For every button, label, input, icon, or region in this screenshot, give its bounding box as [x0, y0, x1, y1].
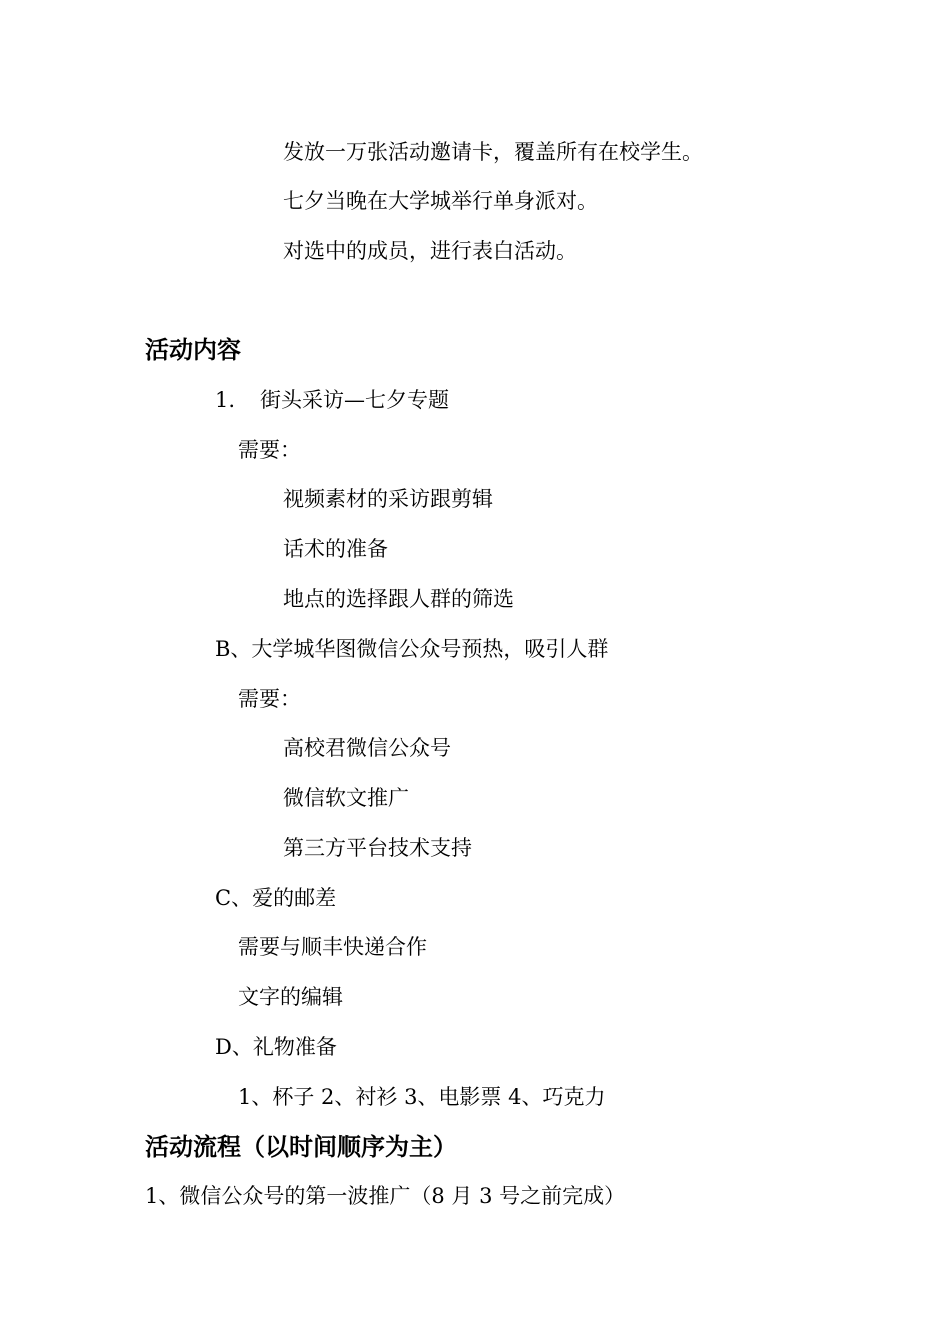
- need-item: 文字的编辑: [238, 985, 343, 1009]
- need-item: 第三方平台技术支持: [283, 836, 472, 860]
- section-heading-content: 活动内容: [145, 336, 241, 364]
- process-step: 1、微信公众号的第一波推广（8 月 3 号之前完成）: [145, 1184, 626, 1208]
- item-title: C、爱的邮差: [215, 886, 337, 910]
- need-label: 需要：: [238, 687, 301, 711]
- item-title: 街头采访—七夕专题: [260, 388, 449, 412]
- item-title: B、大学城华图微信公众号预热，吸引人群: [215, 637, 609, 661]
- gift-list: 1、杯子 2、衬衫 3、电影票 4、巧克力: [238, 1085, 606, 1109]
- section-heading-process: 活动流程（以时间顺序为主）: [145, 1133, 457, 1161]
- need-item: 需要与顺丰快递合作: [238, 935, 427, 959]
- intro-line: 发放一万张活动邀请卡，覆盖所有在校学生。: [283, 140, 703, 164]
- need-item: 话术的准备: [283, 537, 388, 561]
- item-number: 1.: [215, 388, 236, 412]
- need-item: 高校君微信公众号: [283, 736, 451, 760]
- need-item: 视频素材的采访跟剪辑: [283, 487, 493, 511]
- intro-line: 对选中的成员，进行表白活动。: [283, 239, 577, 263]
- need-label: 需要：: [238, 438, 301, 462]
- need-item: 微信软文推广: [283, 786, 409, 810]
- need-item: 地点的选择跟人群的筛选: [283, 587, 514, 611]
- item-title: D、礼物准备: [215, 1035, 337, 1059]
- intro-line: 七夕当晚在大学城举行单身派对。: [283, 189, 598, 213]
